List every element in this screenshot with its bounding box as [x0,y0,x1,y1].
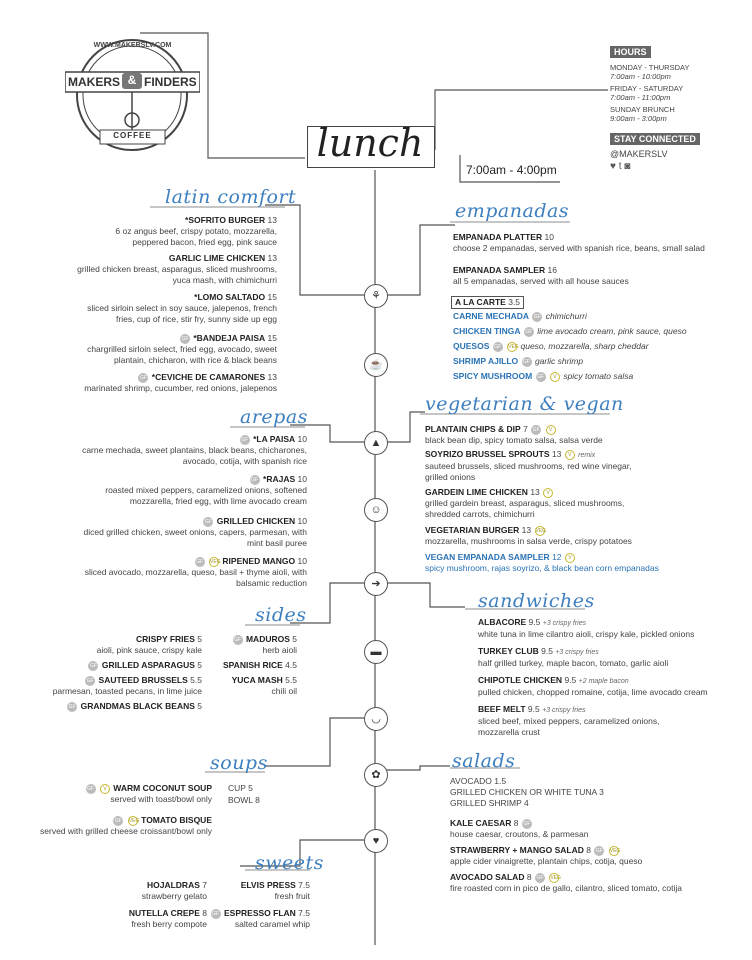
hours-row [610,84,740,102]
item-desc: garlic shrimp [534,356,584,366]
menu-item [22,701,202,712]
gf-badge-icon: GF [114,817,122,824]
item-desc: grilled gardein breast, asparagus, sliced mushrooms, shredded carrots, chimichurri [425,498,625,519]
gf-badge-icon: GF [87,785,95,792]
gf-badge-icon: GF [525,328,533,335]
item-price: 12 [552,552,562,562]
item-name: EMPANADA SAMPLER [453,265,546,275]
gf-badge-icon: GF [523,358,531,365]
section-title-salads: salads [452,750,516,772]
item-name: YUCA MASH [231,675,283,685]
item-desc: fresh berry compote [131,919,207,929]
item-name: A LA CARTE [455,297,506,307]
menu-item [77,516,307,549]
item-price: 15 [267,333,277,343]
item-name: *CEVICHE DE CAMARONES [151,372,266,382]
veg-badge-icon: VEG [609,847,621,854]
arrow-icon: ➔ [364,572,388,596]
menu-item [478,617,743,640]
item-price: 16 [547,265,557,275]
vegan-badge-icon: V [565,450,575,460]
menu-item [453,371,743,382]
menu-item [453,341,743,352]
item-price: 8 [513,818,519,828]
item-price: 10 [297,434,307,444]
menu-item [453,326,743,337]
leaf-icon: ✿ [364,763,388,787]
gf-badge-icon: GF [181,335,189,342]
vegan-badge-icon: V [543,488,553,498]
section-title-soups: soups [210,752,268,774]
menu-item [77,434,307,467]
page-title: lunch [316,121,424,165]
item-price: 9.5 [541,646,553,656]
menu-item [478,675,743,698]
hours-panel [610,42,740,171]
item-price: 8 [526,872,532,882]
item-price: 9.5 [528,617,541,627]
item-name: *LA PAISA [253,434,296,444]
logo-emblem-icon [65,30,200,160]
item-desc: lime avocado cream, pink sauce, queso [537,326,687,336]
gf-badge-icon: GF [212,910,220,917]
item-name: STRAWBERRY + MANGO SALAD [450,845,584,855]
item-name: ELVIS PRESS [240,880,296,890]
item-desc: marinated shrimp, cucumber, red onions, jalepenos [84,383,277,393]
gf-badge-icon: GF [204,518,212,525]
chili-icon: ⚘ [364,284,388,308]
item-desc: pulled chicken, chopped romaine, cotija, lime avocado cream [478,687,708,697]
hours-days: FRIDAY - SATURDAY [610,84,684,93]
item-name: SAUTEED BRUSSELS [98,675,188,685]
item-note: +3 crispy fries [542,620,587,627]
item-price: 5 [197,634,202,644]
item-desc: spicy mushroom, rajas soyrizo, & black bean corn empanadas [425,563,659,573]
gf-badge-icon: GF [234,636,242,643]
gf-badge-icon: GF [536,874,544,881]
menu-item [453,232,743,254]
veg-badge-icon: VEG [535,527,547,534]
item-desc: chimichurri [545,311,587,321]
veg-badge-icon: VEG [550,874,561,881]
item-desc: all 5 empanadas, served with all house sauces [453,276,629,286]
hours-time: 7:00am - 10:00pm [610,72,671,81]
item-desc: fresh fruit [274,891,310,901]
item-price: 13 [521,525,532,535]
item-name: GARDEIN LIME CHICKEN [425,487,528,497]
item-desc: strawberry gelato [141,891,207,901]
item-note: +3 crispy fries [542,707,586,714]
item-desc: fire roasted corn in pico de gallo, cilantro, sliced tomato, cotija [450,883,682,893]
item-name: BEEF MELT [478,704,526,714]
item-desc: chargrilled sirloin select, fried egg, avocado, sweet plantain, chicharon, with rice & black beans [87,344,277,365]
item-price: 7.5 [298,908,310,918]
menu-item [451,296,524,309]
item-desc: diced grilled chicken, sweet onions, capers, parmesan, with mint basil puree [83,527,307,548]
section-title-sandwiches: sandwiches [478,590,595,612]
gf-badge-icon: GF [139,374,147,381]
gf-badge-icon: GF [251,476,259,483]
sandwich-icon: ▬ [364,640,388,664]
menu-item [77,474,307,507]
menu-item [478,704,678,738]
item-price: 13 [530,487,540,497]
logo-sub: COFFEE [113,131,152,140]
hours-days: SUNDAY BRUNCH [610,105,675,114]
item-name: NUTELLA CREPE [128,908,200,918]
salad-addon: GRILLED CHICKEN OR WHITE TUNA 3 [450,787,604,797]
item-name: WARM COCONUT SOUP [113,783,212,793]
logo-left: MAKERS [68,75,121,89]
menu-item [87,215,277,248]
menu-item [67,372,277,394]
menu-item [450,818,740,840]
item-desc: chili oil [271,686,297,696]
item-desc: parmesan, toasted pecans, in lime juice [52,686,202,696]
item-desc: sliced avocado, mozzarella, queso, basil + thyme aioli, with balsamic reduction [84,567,307,588]
veg-badge-icon: VEG [210,558,221,565]
item-name: SPANISH RICE [222,660,283,670]
menu-item [12,783,212,805]
soup-cup-price: CUP 5 [228,783,253,793]
menu-item [97,880,207,902]
item-price: 5.5 [285,675,297,685]
item-desc: white tuna in lime cilantro aioli, crispy kale, pickled onions [478,629,695,639]
menu-item [453,265,743,287]
item-name: ALBACORE [478,617,527,627]
item-name: PLANTAIN CHIPS & DIP [425,424,521,434]
veg-badge-icon: VEG [128,817,140,824]
menu-item [77,292,277,325]
item-price: 5.5 [190,675,202,685]
item-desc: sliced beef, mixed peppers, caramelized onions, mozzarella crust [478,716,660,737]
menu-item [450,872,745,894]
item-name: GRANDMAS BLACK BEANS [80,701,195,711]
menu-item [2,675,202,697]
salad-addon: AVOCADO 1.5 [450,776,507,786]
gf-badge-icon: GF [90,662,97,669]
item-price: 7 [202,880,207,890]
item-price: 10 [544,232,554,242]
item-name: *LOMO SALTADO [194,292,266,302]
vegan-badge-icon: V [546,425,556,435]
gf-badge-icon: GF [196,558,204,565]
gf-badge-icon: GF [532,426,540,433]
smiley-icon: ☺ [364,498,388,522]
menu-item [207,634,297,656]
item-price: 10 [297,556,307,566]
hours-time: 9:00am - 3:00pm [610,114,667,123]
item-desc: roasted mixed peppers, caramelized onions, softened mozzarella, fried egg, with lime avocado cream [105,485,307,506]
hours-row [610,63,740,81]
menu-item [425,487,735,520]
item-name: *SOFRITO BURGER [185,215,266,225]
item-price: 10 [297,516,307,526]
menu-item [453,311,743,322]
item-name: SHRIMP AJILLO [453,356,519,366]
item-price: 8 [586,845,591,855]
salad-addon: GRILLED SHRIMP 4 [450,798,529,808]
item-name: GARLIC LIME CHICKEN [168,253,266,263]
logo-url: WWW.MAKERSLV.COM [93,42,172,49]
item-name: CRISPY FRIES [136,634,195,644]
item-desc: salted caramel whip [234,919,310,929]
item-price: 7.5 [298,880,310,890]
item-price: 7 [523,424,528,434]
item-name: SOYRIZO BRUSSEL SPROUTS [425,449,550,459]
gf-badge-icon: GF [494,343,502,350]
social-icons[interactable]: ♥ t ◙ [610,161,631,172]
item-desc: choose 2 empanadas, served with spanish rice, beans, small salad [453,243,705,253]
section-title-latin: latin comfort [165,186,297,208]
hours-row [610,105,740,123]
item-desc: sauteed brussels, sliced mushrooms, red wine vinegar, grilled onions [425,461,632,482]
menu-item [180,908,310,930]
item-price: 4.5 [285,660,297,670]
gf-badge-icon: GF [86,677,94,684]
section-title-sides: sides [255,604,307,626]
menu-item [207,675,297,697]
item-name: GRILLED ASPARAGUS [101,660,195,670]
hours-heading: HOURS [610,46,651,58]
gf-badge-icon: GF [537,373,545,380]
gf-badge-icon: GF [68,703,76,710]
logo [65,30,200,160]
section-title-sweets: sweets [255,852,324,874]
item-note: remix [578,452,596,459]
item-desc: 6 oz angus beef, crispy potato, mozzarella, peppered bacon, fried egg, pink sauce [115,226,277,247]
menu-item [200,880,310,902]
arepa-icon: ▲ [364,431,388,455]
section-title-veg: vegetarian & vegan [425,393,624,415]
item-name: *RAJAS [263,474,296,484]
item-note: +2 maple bacon [578,678,629,685]
hours-days: MONDAY - THURSDAY [610,63,690,72]
item-name: KALE CAESAR [450,818,512,828]
item-desc: carne mechada, sweet plantains, black beans, chicharones, avocado, cotija, with spanish rice [82,445,307,466]
menu-item [425,449,735,483]
item-price: 9.5 [527,704,540,714]
section-title-arepas: arepas [240,406,308,428]
heart-icon: ♥ [364,829,388,853]
item-price: 8 [202,908,207,918]
menu-item [478,646,743,669]
logo-right: FINDERS [144,75,197,89]
item-price: 10 [297,474,307,484]
bowl-icon: ◡ [364,707,388,731]
stay-connected-heading: STAY CONNECTED [610,133,700,145]
item-desc: house caesar, croutons, & parmesan [450,829,589,839]
item-name: RIPENED MANGO [222,556,296,566]
item-desc: served with grilled cheese croissant/bowl only [40,826,212,836]
item-name: TURKEY CLUB [478,646,539,656]
vegan-badge-icon: V [100,784,110,794]
vegan-badge-icon: V [565,553,575,563]
item-price: 3.5 [508,297,521,307]
menu-item [425,424,735,446]
item-desc: aioli, pink sauce, crispy kale [96,645,202,655]
service-time: 7:00am - 4:00pm [466,163,557,177]
gf-badge-icon: GF [241,436,249,443]
item-note: +3 crispy fries [555,649,599,656]
item-name: VEGAN EMPANADA SAMPLER [425,552,550,562]
menu-item [425,552,745,574]
item-name: SPICY MUSHROOM [453,371,533,381]
gf-badge-icon: GF [595,847,603,854]
menu-item [77,333,277,366]
gf-badge-icon: GF [523,820,531,827]
item-desc: grilled chicken breast, asparagus, sliced mushrooms, yuca mash, with chimichurri [77,264,277,285]
item-price: 13 [267,372,277,382]
menu-item [77,253,277,286]
item-name: HOJALDRAS [146,880,200,890]
item-price: 13 [267,253,277,263]
item-desc: queso, mozzarella, sharp cheddar [520,341,649,351]
item-desc: sliced sirloin select in soy sauce, jalepenos, french fries, cup of rice, stir fry, sunny side up egg [87,303,277,324]
hours-time: 7:00am - 11:00pm [610,93,671,102]
item-name: *BANDEJA PAISA [193,333,266,343]
menu-item [207,660,297,671]
item-name: QUESOS [453,341,490,351]
item-name: TOMATO BISQUE [141,815,212,825]
item-price: 13 [551,449,562,459]
item-name: AVOCADO SALAD [450,872,525,882]
item-desc: served with toast/bowl only [110,794,212,804]
item-price: 9.5 [564,675,577,685]
item-name: CARNE MECHADA [453,311,530,321]
menu-item [22,660,202,671]
item-price: 5 [292,634,297,644]
logo-amp: & [122,73,142,89]
empanada-icon: ☕ [364,353,388,377]
menu-item [77,556,307,589]
menu-item [453,356,743,367]
item-price: 5 [197,660,202,670]
gf-badge-icon: GF [533,313,541,320]
item-name: CHIPOTLE CHICKEN [478,675,563,685]
item-desc: half grilled turkey, maple bacon, tomato, garlic aioli [478,658,669,668]
item-price: 13 [267,215,277,225]
item-price: 15 [267,292,277,302]
item-desc: apple cider vinaigrette, plantain chips, cotija, queso [450,856,643,866]
item-name: VEGETARIAN BURGER [425,525,520,535]
item-desc: spicy tomato salsa [563,371,634,381]
item-desc: herb aioli [262,645,297,655]
item-desc: mozzarella, mushrooms in salsa verde, crispy potatoes [425,536,632,546]
menu-item [12,815,212,837]
item-name: GRILLED CHICKEN [216,516,296,526]
item-desc: black bean dip, spicy tomato salsa, salsa verde [425,435,603,445]
section-title-empanadas: empanadas [455,200,570,222]
social-handle[interactable]: @MAKERSLV [610,149,668,159]
item-name: EMPANADA PLATTER [453,232,543,242]
veg-badge-icon: VEG [508,343,519,350]
menu-item [22,634,202,656]
menu-item [425,525,735,547]
soup-bowl-price: BOWL 8 [228,795,260,805]
item-name: MADUROS [245,634,290,644]
menu-item [450,845,740,867]
item-name: CHICKEN TINGA [453,326,521,336]
item-name: ESPRESSO FLAN [224,908,296,918]
vegan-badge-icon: V [550,372,560,382]
item-price: 5 [197,701,202,711]
